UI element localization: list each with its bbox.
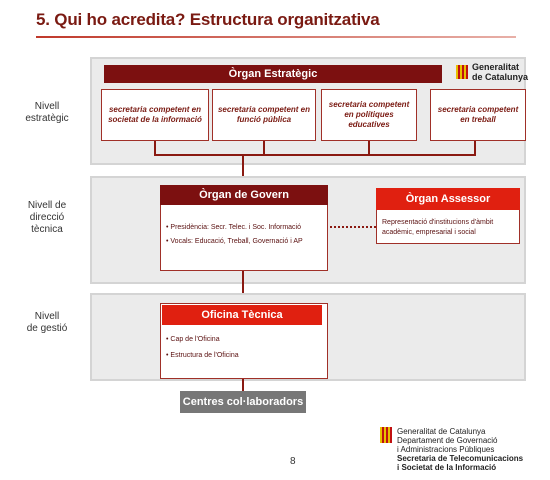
catalan-flag-icon xyxy=(380,427,392,443)
strategic-organ-header: Òrgan Estratègic xyxy=(104,65,442,83)
connector-line xyxy=(368,141,370,155)
page-number: 8 xyxy=(290,456,296,467)
secretariat-labour: secretaria competent en treball xyxy=(430,89,526,141)
technical-office-details: • Cap de l'Oficina • Estructura de l'Oficina xyxy=(166,336,239,359)
technical-office-header: Oficina Tècnica xyxy=(162,305,322,325)
page-title: 5. Qui ho acredita? Estructura organitzativa xyxy=(36,10,380,29)
connector-line xyxy=(474,141,476,155)
governing-organ-details: • Presidència: Secr. Telec. i Soc. Informació • Vocals: Educació, Treball, Governació i AP xyxy=(166,224,303,245)
title-underline xyxy=(36,36,516,38)
level-label-direction: Nivell de direcció tècnica xyxy=(27,200,67,235)
governing-organ-header: Òrgan de Govern xyxy=(160,185,328,205)
level-label-strategic: Nivell estratègic xyxy=(25,101,69,124)
secretariat-information-society: secretaria competent en societat de la informació xyxy=(101,89,209,141)
catalan-flag-icon xyxy=(456,65,468,79)
connector-line xyxy=(242,379,244,391)
generalitat-logo: Generalitat de Catalunya xyxy=(456,62,528,82)
connector-line xyxy=(154,154,476,156)
connector-line xyxy=(263,141,265,155)
advisory-organ-header: Òrgan Assessor xyxy=(376,188,520,210)
connector-line xyxy=(154,141,156,155)
level-label-management: Nivell de gestió xyxy=(26,311,68,334)
secretariat-public-service: secretaria competent en funció pública xyxy=(212,89,316,141)
advisory-dotted-connector xyxy=(330,226,376,228)
advisory-organ-details: Representació d'institucions d'àmbit acadèmic, empresarial i social xyxy=(382,219,494,236)
partner-centres-box: Centres col·laboradors xyxy=(180,391,306,413)
footer-logo: Generalitat de Catalunya Departament de Governació i Administracions Públiques Secretaria de Telecomunicacions i Societat de la Informació xyxy=(380,427,523,472)
secretariat-education-policy: secretaria competent en polítiques educatives xyxy=(321,89,417,141)
